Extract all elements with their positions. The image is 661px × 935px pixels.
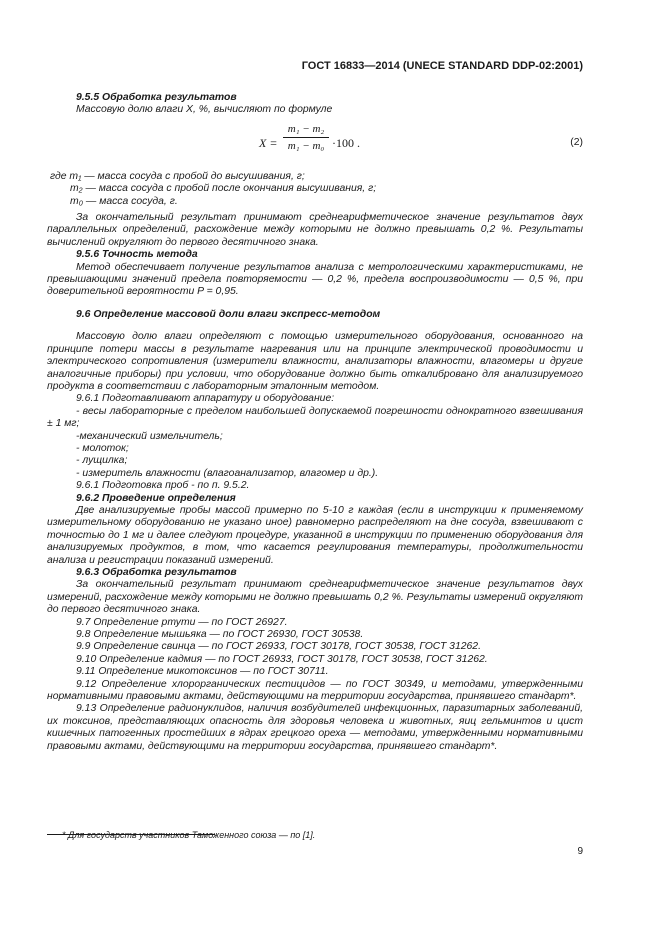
section-heading-9-6: 9.6 Определение массовой доли влаги экспресс-методом (76, 308, 381, 320)
paragraph: 9.13 Определение радионуклидов, наличия возбудителей инфекционных, паразитарных заболеваний, их токсинов, представляющих опасность для здоровья человека и животных, яиц гельминтов и цист кишечных патогенных простейших в ядрах грецкого ореха — методами, утвержденными нормативными правовыми актами, действующими на территории государства, принявшего стандарт*. (47, 703, 583, 752)
footnote: * Для государств участников Таможенного союза — по [1]. (62, 830, 316, 840)
paragraph: 9.6.1 Подготовка проб - по п. 9.5.2. (76, 480, 250, 492)
paragraph: Метод обеспечивает получение результатов анализа с метрологическими характеристиками, не превышающими значений предела повторяемости — 0,2 %, предела воспроизводимости — 0,5 %, при доверительной вероятности P = 0,95. (47, 261, 583, 298)
definition-m2: m₂ — масса сосуда с пробой после окончания высушивания, г; (70, 183, 377, 195)
paragraph: 9.6.1 Подготавливают аппаратуру и оборудование: (76, 393, 335, 405)
paragraph: 9.9 Определение свинца — по ГОСТ 26933, ГОСТ 30178, ГОСТ 30538, ГОСТ 31262. (76, 641, 481, 653)
formula-numerator: m₁ − m₂ (283, 123, 329, 138)
paragraph: 9.8 Определение мышьяка — по ГОСТ 26930, ГОСТ 30538. (76, 629, 364, 641)
paragraph: За окончательный результат принимают среднеарифметическое значение результатов двух параллельных определений, расхождение между которыми не должно превышать 0,2 %. Результаты вычислений округляют до первого десятичного знака. (47, 212, 583, 248)
formula (47, 117, 583, 171)
formula-multiplier: ·100 . (332, 135, 360, 150)
paragraph: Массовую долю влаги X, %, вычисляют по формуле (76, 104, 333, 116)
section-heading-9-5-6: 9.5.6 Точность метода (76, 249, 198, 261)
page-number: 9 (577, 846, 583, 857)
page-body (47, 92, 583, 753)
paragraph: 9.10 Определение кадмия — по ГОСТ 26933, ГОСТ 30178, ГОСТ 30538, ГОСТ 31262. (76, 653, 488, 665)
paragraph: Две анализируемые пробы массой примерно по 5-10 г каждая (если в инструкции к применяемому измерительному оборудованию не указано иное) равномерно распределяют на дне сосуда, взвешивают с точностью до 1 мг и далее следуют процедуре, указанной в инструкции по применению оборудования для анализируемых продуктов, в том, что касается регулирования температуры, продолжительности анализа и регистрации показаний измерений. (47, 504, 583, 566)
paragraph: 9.11 Определение микотоксинов — по ГОСТ 30711. (76, 666, 329, 678)
section-heading-9-6-3: 9.6.3 Обработка результатов (76, 567, 237, 578)
definition-m1: где m₁ — масса сосуда с пробой до высушивания, г; (50, 170, 305, 182)
formula-number: (2) (570, 136, 583, 148)
definition-m0: m₀ — масса сосуда, г. (70, 195, 178, 207)
paragraph: За окончательный результат принимают среднеарифметическое значение результатов двух измерений, расхождение между которыми не должно превышать 0,2 %. Результаты измерений округляют до первого десятичного знака. (47, 579, 583, 616)
list-item: - лущилка; (76, 455, 128, 467)
paragraph: 9.7 Определение ртути — по ГОСТ 26927. (76, 616, 288, 628)
formula-lhs: X = (259, 135, 278, 150)
paragraph: 9.12 Определение хлорорганических пестицидов — по ГОСТ 30349, и методами, утвержденными нормативными правовыми актами, действующими на территории государства, принявшего стандарт*. (47, 678, 583, 703)
section-heading-9-5-5: 9.5.5 Обработка результатов (76, 92, 237, 103)
list-item: -механический измельчитель; (76, 430, 223, 442)
variable-definitions (47, 171, 583, 208)
formula-fraction (283, 123, 329, 153)
list-item: - измеритель влажности (влагоанализатор, влагомер и др.). (76, 467, 379, 479)
list-item: - молоток; (76, 442, 129, 454)
formula-denominator: m₁ − m₀ (287, 140, 325, 153)
list-item: - весы лабораторные с пределом наибольшей допускаемой погрешности однократного взвешивания ± 1 мг; (47, 405, 583, 430)
paragraph: Массовую долю влаги определяют с помощью измерительного оборудования, основанного на принципе потери массы в результате нагревания или на принципе электрической проводимости и электрического сопротивления (измерители влажности, анализаторы влажности, влагомеры и другие аналогичные приборы) при условии, что оборудование должно быть откалибровано для анализируемого продукта в соответствии с лабораторным эталонным методом. (47, 331, 583, 392)
section-heading-9-6-2: 9.6.2 Проведение определения (76, 492, 236, 504)
running-header: ГОСТ 16833—2014 (UNECE STANDARD DDP-02:2001) (301, 60, 583, 72)
